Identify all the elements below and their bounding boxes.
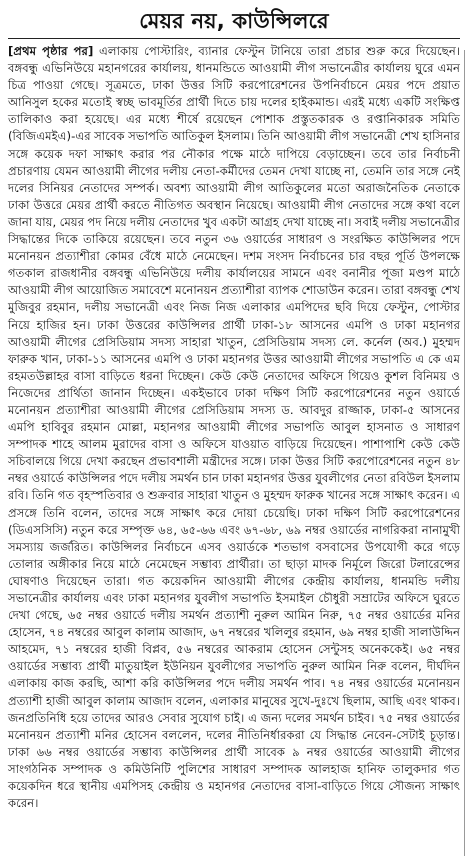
continuation-marker: [প্রথম পৃষ্ঠার পর]	[8, 44, 94, 58]
news-clipping	[0, 6, 468, 867]
article-text: এলাকায় পোস্টারিং, ব্যানার ফেস্টুন টানিয়ে তারা প্রচার শুরু করে দিয়েছেন। বঙ্গবন্ধু এভিনিউয়ে মহানগরের কার্যালয়, ধানমন্ডিতে আওয়ামী লীগ সভানেত্রীর কার্যালয় ঘুরে এমন চিত্র পাওয়া গেছে। সূত্রমতে, ঢাকা উত্তর সিটি করপোরেশনের উপনির্বাচনে মেয়র পদে প্রয়াত আনিসুল হকের মতোই স্বচ্ছ ভাবমূর্তির প্রার্থী দিতে চায় দলের হাইকমান্ড। এরই মধ্যে একটি সংক্ষিপ্ত তালিকাও করা হয়েছে। এর মধ্যে শীর্ষে রয়েছেন পোশাক প্রস্তুতকারক ও রপ্তানিকারক সমিতি (বিজিএমইএ)-এর সাবেক সভাপতি আতিকুল ইসলাম। তিনি আওয়ামী লীগ সভানেত্রী শেখ হাসিনার সঙ্গে কয়েক দফা সাক্ষাৎ করার পর নৌকার পক্ষে মাঠে দাপিয়ে বেড়াচ্ছেন। তবে তার নির্বাচনী প্রচারণায় যেমন আওয়ামী লীগের দলীয় নেতা-কর্মীদের তেমন দেখা যাচ্ছে না, তেমনি তার সঙ্গে নেই দলের সিনিয়র নেতাদের সম্পর্ক। অবশ্য আওয়ামী লীগ আতিকুলের মতো অরাজনৈতিক নেতাকে ঢাকা উত্তরে মেয়র প্রার্থী করতে নীতিগত অবস্থান নিয়েছে। আওয়ামী লীগ নেতাদের সঙ্গে কথা বলে জানা যায়, মেয়র পদ নিয়ে দলীয় নেতাদের খুব একটা আগ্রহ দেখা যাচ্ছে না। সবাই দলীয় সভানেত্রীর সিদ্ধান্তের দিকে তাকিয়ে রয়েছেন। তবে নতুন ৩৬ ওয়ার্ডের সাধারণ ও সংরক্ষিত কাউন্সিলর পদে মনোনয়ন প্রত্যাশীরা কোমর বেঁধে মাঠে নেমেছেন। দশম সংসদ নির্বাচনের চার বছর পূর্তি উপলক্ষে গতকাল রাজধানীর বঙ্গবন্ধু এভিনিউয়ে দলীয় কার্যালয়ের সামনে এবং বনানীর পূজা মণ্ডপ মাঠে আওয়ামী লীগ আয়োজিত সমাবেশে মনোনয়ন প্রত্যাশীরা ব্যাপক শোডাউন করেন। তারা বঙ্গবন্ধু শেখ মুজিবুর রহমান, দলীয় সভানেত্রী এবং নিজ নিজ এলাকার এমপিদের ছবি দিয়ে ফেস্টুন, পোস্টার নিয়ে হাজির হন। ঢাকা উত্তরের কাউন্সিলর প্রার্থী ঢাকা-১৮ আসনের এমপি ও ঢাকা মহানগর আওয়ামী লীগের প্রেসিডিয়াম সদস্য সাহারা খাতুন, প্রেসিডিয়াম সদস্য লে. কর্নেল (অব.) মুহম্মদ ফারুক খান, ঢাকা-১১ আসনের এমপি ও ঢাকা মহানগর উত্তর আওয়ামী লীগের সভাপতি এ কে এম রহমতউল্লাহর বাসা বাড়িতে ধরনা দিচ্ছেন। কেউ কেউ নেতাদের অফিসে গিয়েও কুশল বিনিময় ও নিজেদের প্রার্থিতা জানান দিচ্ছেন। একইভাবে ঢাকা দক্ষিণ সিটি করপোরেশনের নতুন ওয়ার্ডে মনোনয়ন প্রত্যাশীরা আওয়ামী লীগের প্রেসিডিয়াম সদস্য ড. আবদুর রাজ্জাক, ঢাকা-৫ আসনের এমপি হাবিবুর রহমান মোল্লা, মহানগর আওয়ামী লীগের সভাপতি আবুল হাসনাত ও সাধারণ সম্পাদক শাহে আলম মুরাদের বাসা ও অফিসে যাওয়াত বাড়িয়ে দিয়েছেন। পাশাপাশি কেউ কেউ সচিবালয়ে গিয়ে দেখা করছেন প্রভাবশালী মন্ত্রীদের সঙ্গে। ঢাকা উত্তর সিটি করপোরেশনের নতুন ৪৮ নম্বর ওয়ার্ডে কাউন্সিলর পদে দলীয় সমর্থন চান ঢাকা মহানগর উত্তর যুবলীগের নেতা রবিউল ইসলাম রবি। তিনি গত বৃহস্পতিবার ও শুক্রবার সাহারা খাতুন ও মুহম্মদ ফারুক খানের সঙ্গে সাক্ষাৎ করেন। এ প্রসঙ্গে তিনি বলেন, তাদের সঙ্গে সাক্ষাৎ করে দোয়া চেয়েছি। ঢাকা দক্ষিণ সিটি করপোরেশনের (ডিএসসিসি) নতুন করে সম্পৃক্ত ৬৪, ৬৫-৬৬ এবং ৬৭-৬৮, ৬৯ নম্বর ওয়ার্ডের নাগরিকরা নানামুখী সমস্যায় জর্জরিত। কাউন্সিলর নির্বাচনে এসব ওয়ার্ডকে শতভাগ বসবাসের উপযোগী করে গড়ে তোলার অঙ্গীকার নিয়ে মাঠে নেমেছেন সম্ভাব্য প্রার্থীরা। তা ছাড়া মাদক নির্মূলে জিরো টলারেন্সের ঘোষণাও দিয়েছেন তারা। গত কয়েকদিন আওয়ামী লীগের কেন্দ্রীয় কার্যালয়, ধানমন্ডি দলীয় সভানেত্রীর কার্যালয় এবং ঢাকা মহানগর যুবলীগ সভাপতি ইসমাইল চৌধুরী সম্রাটের অফিসে ঘুরতে দেখা গেছে, ৬৫ নম্বর ওয়ার্ডে দলীয় সমর্থন প্রত্যাশী নুরুল আমিন নিরু, ৭৫ নম্বর ওয়ার্ডের মনির হোসেন, ৭৪ নম্বরের আবুল কালাম আজাদ, ৬৭ নম্বরের খলিলুর রহমান, ৬৯ নম্বর হাজী সালাউদ্দিন আহমেদ, ৭১ নম্বরের হাজী বিপ্লব, ৫৬ নম্বরের আকরাম হোসেন সেন্টুসহ অনেককেই। ৬৫ নম্বর ওয়ার্ডের সম্ভাব্য প্রার্থী মাতুয়াইল ইউনিয়ন যুবলীগের সভাপতি নুরুল আমিন নিরু বলেন, দীর্ঘদিন এলাকায় কাজ করছি, আশা করি কাউন্সিলর পদে দলীয় সমর্থন পাব। ৭৪ নম্বর ওয়ার্ডের মনোনয়ন প্রত্যাশী হাজী আবুল কালাম আজাদ বলেন, এলাকার মানুষের সুখে-দুঃখে ছিলাম, আছি এবং থাকব। জনপ্রতিনিধি হয়ে তাদের আরও সেবার সুযোগ চাই। এ জন্য দলের সমর্থন চাইব। ৭৫ নম্বর ওয়ার্ডের মনোনয়ন প্রত্যাশী মনির হোসেন বললেন, দলের নীতিনির্ধারকরা যে সিদ্ধান্ত নেবেন-সেটাই চূড়ান্ত। ঢাকা ৬৬ নম্বর ওয়ার্ডের সম্ভাব্য কাউন্সিলর প্রার্থী সাবেক ৯ নম্বর ওয়ার্ডের আওয়ামী লীগের সাংগঠনিক সম্পাদক ও কমিউনিটি পুলিশের সাধারণ সম্পাদক আলহাজ হানিফ তালুকদার গত কয়েকদিন ধরে স্থানীয় এমপিসহ কেন্দ্রীয় ও মহানগর নেতাদের বাসা-বাড়িতে গিয়ে সৌজন্য সাক্ষাৎ করেন।	[8, 44, 460, 811]
column-divider	[464, 50, 465, 856]
article-body	[8, 43, 460, 812]
headline: মেয়র নয়, কাউন্সিলরে	[139, 9, 329, 33]
headline-divider	[8, 38, 460, 39]
